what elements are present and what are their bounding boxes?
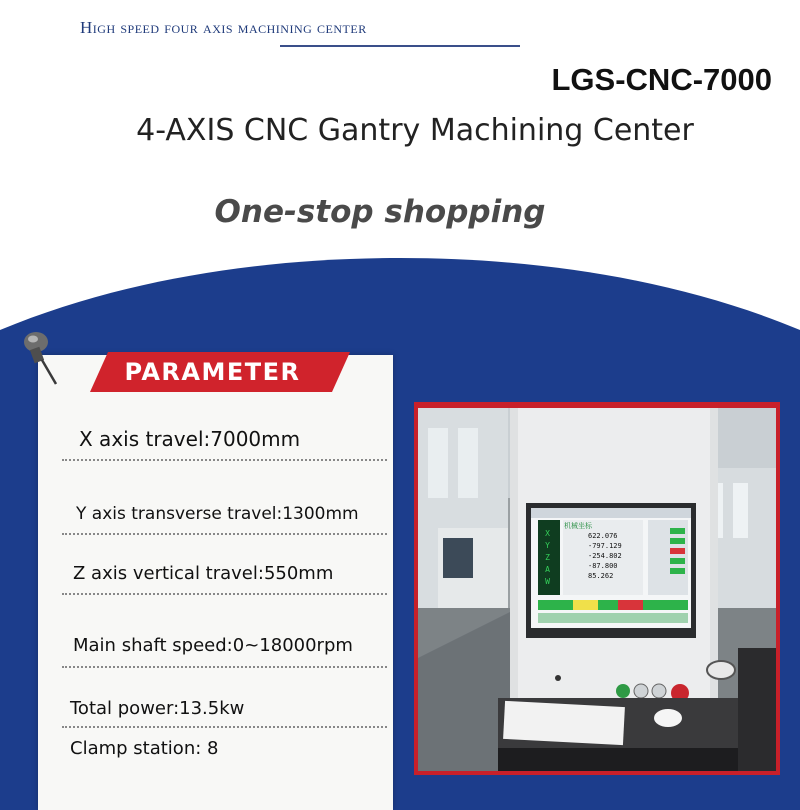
spec-divider [62,593,387,595]
spec-clamp-station: Clamp station: 8 [70,738,219,759]
spec-z-axis-travel: Z axis vertical travel:550mm [73,563,334,584]
screen-readout-3: -254.802 [588,552,622,560]
screen-readout-4: -87.800 [588,562,618,570]
tagline-underline [280,45,520,47]
product-headline: 4-AXIS CNC Gantry Machining Center [136,113,694,148]
model-code: LGS-CNC-7000 [551,62,772,97]
spec-main-shaft-speed: Main shaft speed:0~18000rpm [73,635,353,656]
spec-x-axis-travel: X axis travel:7000mm [79,427,301,451]
screen-heading: 机械坐标 [564,522,592,530]
parameter-banner [90,352,350,392]
pushpin-icon [18,326,66,388]
screen-readout-1: 622.076 [588,532,618,540]
screen-axis-letters: XYZAW [545,529,550,586]
parameter-title: PARAMETER [124,358,301,386]
spec-divider [62,459,387,461]
spec-divider [62,533,387,535]
spec-y-axis-travel: Y axis transverse travel:1300mm [76,504,359,524]
spec-divider [62,726,387,728]
spec-divider [62,666,387,668]
spec-total-power: Total power:13.5kw [70,698,245,719]
screen-readout-5: 85.262 [588,572,614,580]
machine-photo [414,402,780,775]
machine-photo-illustration [418,408,776,771]
screen-readout-2: -797.129 [588,542,622,550]
slogan: One-stop shopping [214,194,546,230]
tagline: High speed four axis machining center [80,18,367,37]
